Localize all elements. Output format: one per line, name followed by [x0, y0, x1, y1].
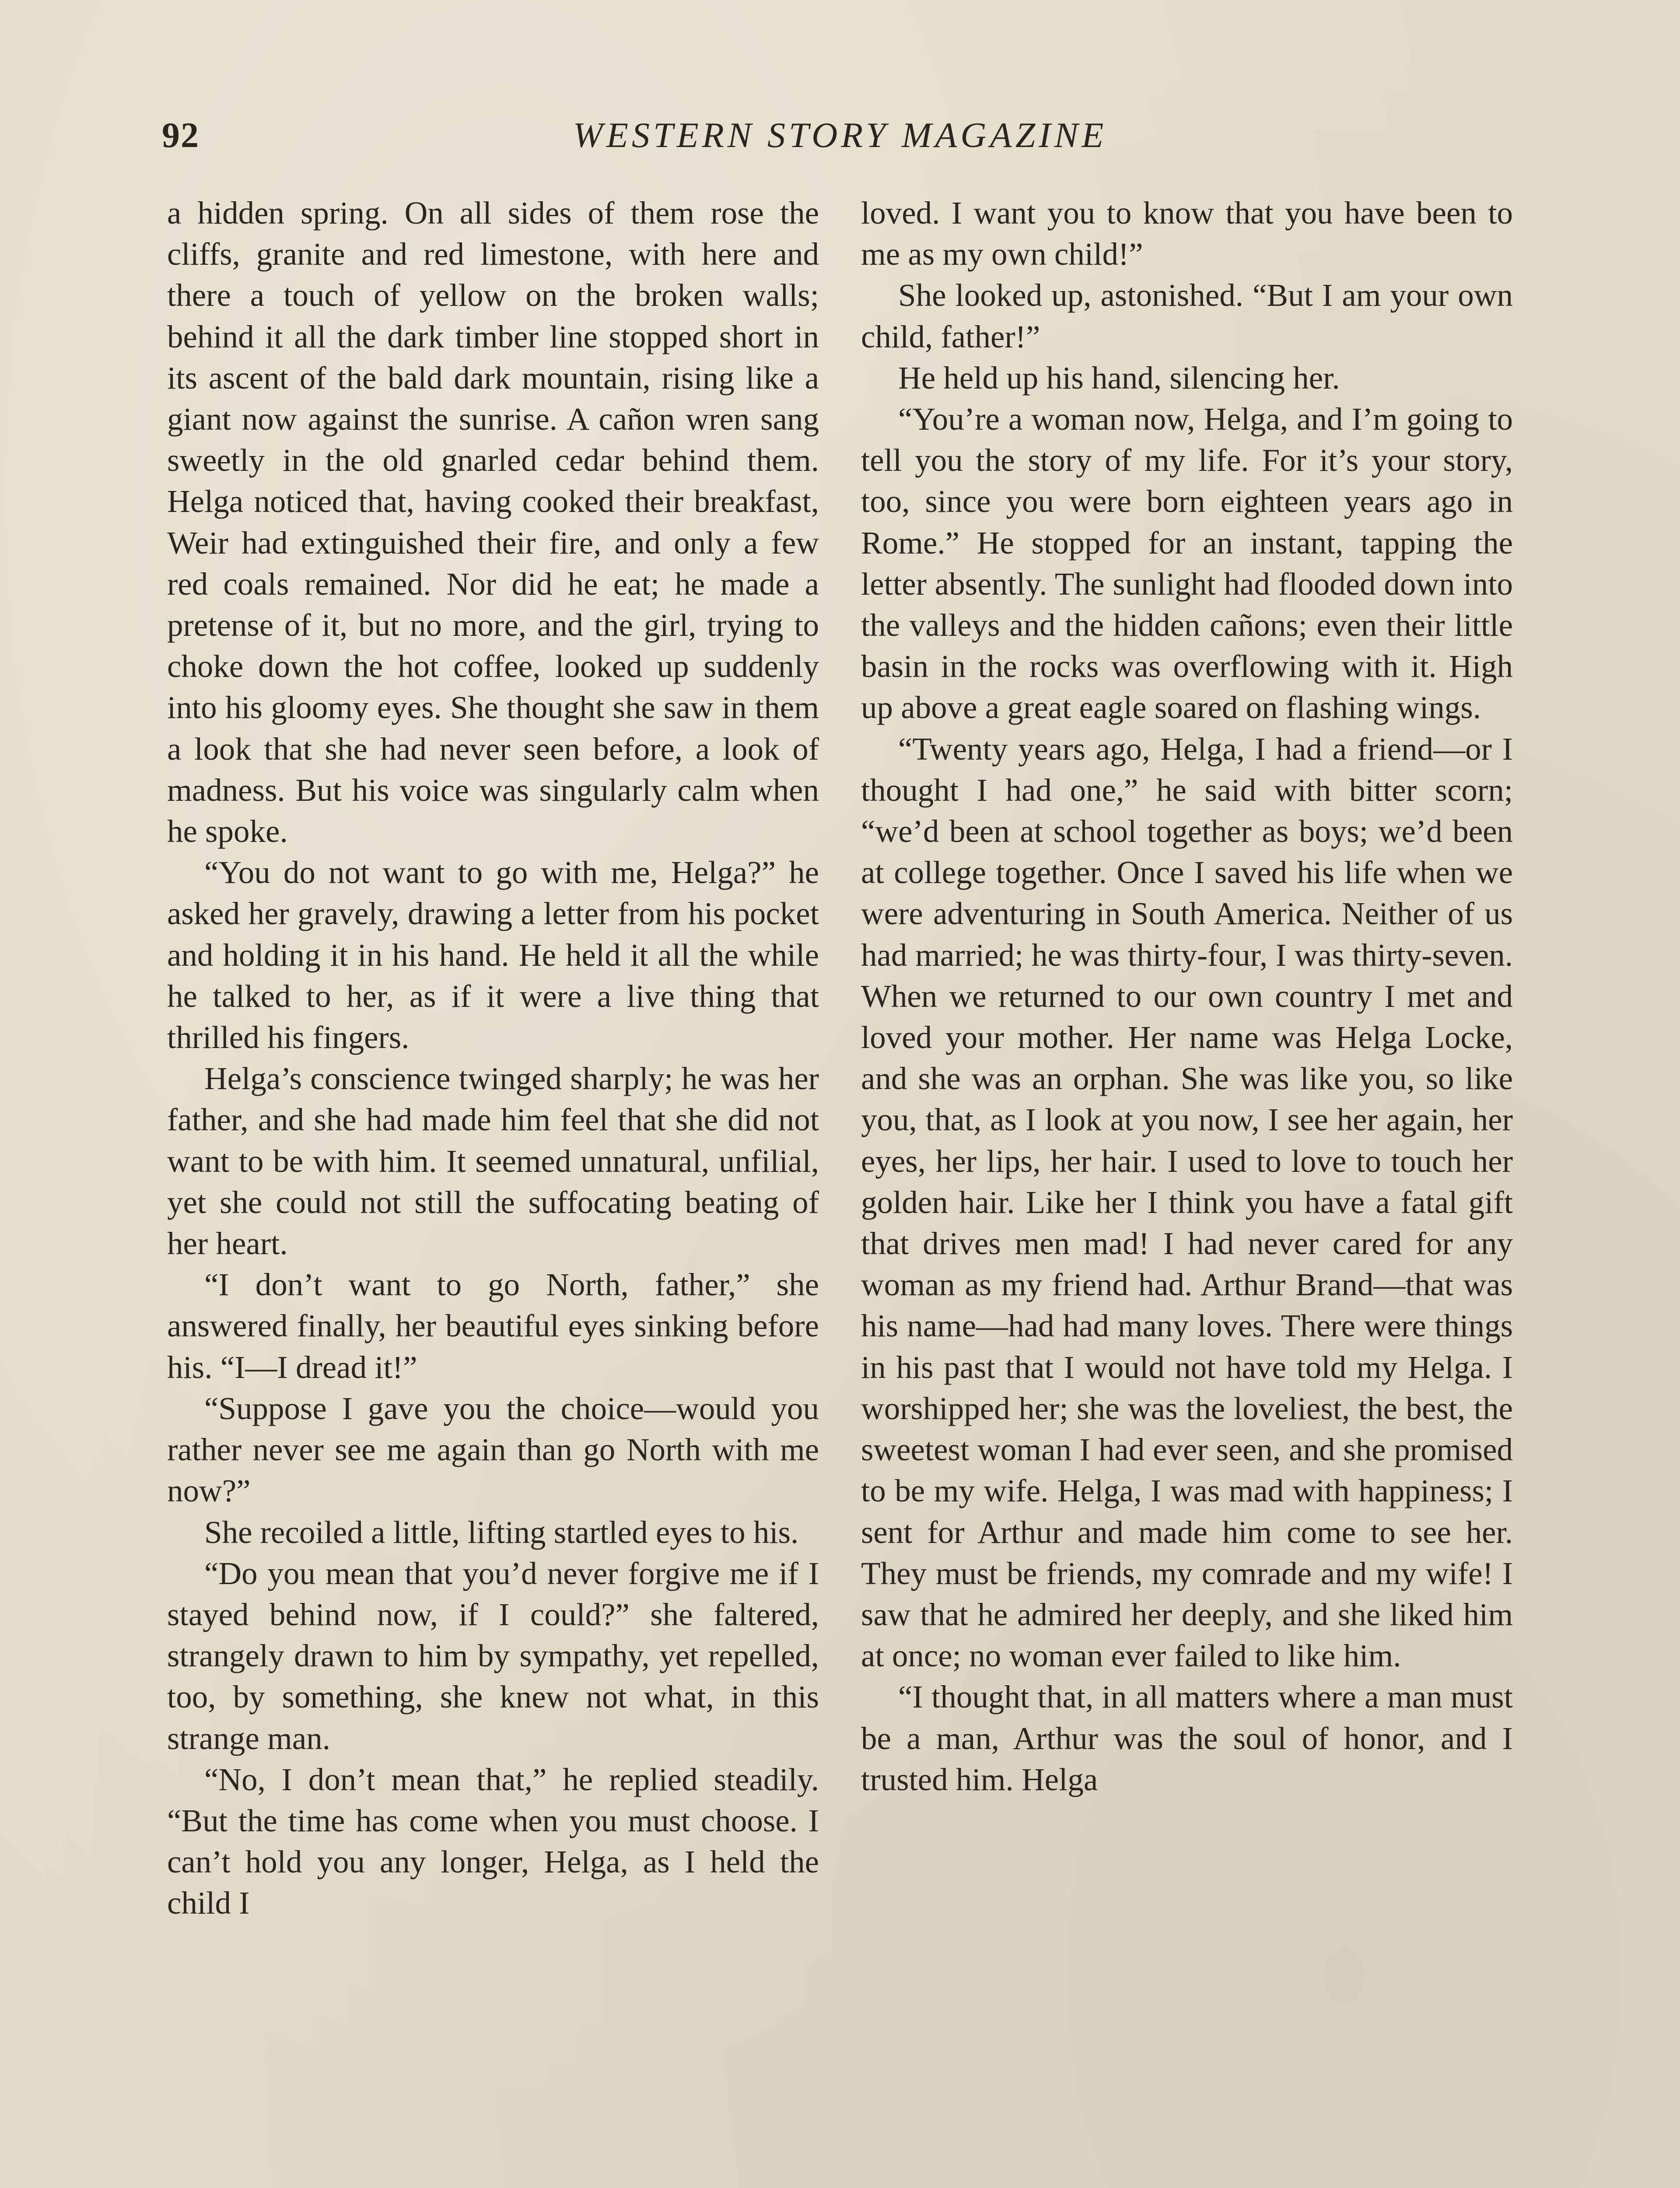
paragraph: “I thought that, in all matters where a man must be a man, Arthur was the soul of honor, and I trusted him. Helga: [861, 1679, 1513, 1797]
paragraph: She recoiled a little, lifting startled eyes to his.: [204, 1514, 799, 1550]
page-number: 92: [162, 115, 200, 155]
paragraph: loved. I want you to know that you have been to me as my own child!”: [861, 195, 1513, 272]
paragraph: a hidden spring. On all sides of them rose the cliffs, granite and red limestone, with here and there a touch of yellow on the broken walls; behind it all the dark timber line stopped short in its ascent of the bald dark mountain, rising like a giant now against the sunrise. A cañon wren sang sweetly in the old gnarled cedar behind them. Helga noticed that, having cooked their breakfast, Weir had extinguished their fire, and only a few red coals remained. Nor did he eat; he made a pretense of it, but no more, and the girl, trying to choke down the hot coffee, looked up suddenly into his gloomy eyes. She thought she saw in them a look that she had never seen before, a look of madness. But his voice was singularly calm when he spoke.: [167, 195, 819, 849]
paragraph: “Twenty years ago, Helga, I had a friend—or I thought I had one,” he said with bitter scorn; “we’d been at school together as boys; we’d been at college together. Once I saved his life when we were adventuring in South America. Neither of us had married; he was thirty-four, I was thirty-seven. When we returned to our own country I met and loved your mother. Her name was Helga Locke, and she was an orphan. She was like you, so like you, that, as I look at you now, I see her again, her eyes, her lips, her hair. I used to love to touch her golden hair. Like her I think you have a fatal gift that drives men mad! I had never cared for any woman as my friend had. Arthur Brand—that was his name—had had many loves. There were things in his past that I would not have told my Helga. I worshipped her; she was the loveliest, the best, the sweetest woman I had ever seen, and she promised to be my wife. Helga, I was mad with happiness; I sent for Arthur and made him come to see her. They must be friends, my comrade and my wife! I saw that he admired her deeply, and she liked him at once; no woman ever failed to like him.: [861, 731, 1513, 1674]
paragraph: “I don’t want to go North, father,” she answered finally, her beautiful eyes sinking before his. “I—I dread it!”: [167, 1267, 819, 1385]
paragraph: “You do not want to go with me, Helga?” he asked her gravely, drawing a letter from his pocket and holding it in his hand. He held it all the while he talked to her, as if it were a live thing that thrilled his fingers.: [167, 855, 819, 1055]
paragraph: Helga’s conscience twinged sharply; he was her father, and she had made him feel that she did not want to be with him. It seemed unnatural, unfilial, yet she could not still the suffocating beating of her heart.: [167, 1061, 819, 1262]
page-header: [162, 115, 1518, 163]
paragraph: “You’re a woman now, Helga, and I’m going to tell you the story of my life. For it’s your story, too, since you were born eighteen years ago in Rome.” He stopped for an instant, tapping the letter absently. The sunlight had flooded down into the valleys and the hidden cañons; even their little basin in the rocks was overflowing with it. High up above a great eagle soared on flashing wings.: [861, 401, 1513, 726]
paragraph: “Suppose I gave you the choice—would you rather never see me again than go North with me now?”: [167, 1390, 819, 1509]
left-column: [167, 193, 819, 1924]
right-column: [861, 193, 1513, 1800]
running-title: WESTERN STORY MAGAZINE: [573, 115, 1107, 155]
paragraph: He held up his hand, silencing her.: [898, 360, 1340, 396]
paragraph: She looked up, astonished. “But I am your own child, father!”: [861, 277, 1513, 354]
paragraph: “Do you mean that you’d never forgive me if I stayed behind now, if I could?” she faltered, strangely drawn to him by sympathy, yet repelled, too, by something, she knew not what, in this strange man.: [167, 1555, 819, 1756]
paragraph: “No, I don’t mean that,” he replied steadily. “But the time has come when you must choose. I can’t hold you any longer, Helga, as I held the child I: [167, 1761, 819, 1921]
